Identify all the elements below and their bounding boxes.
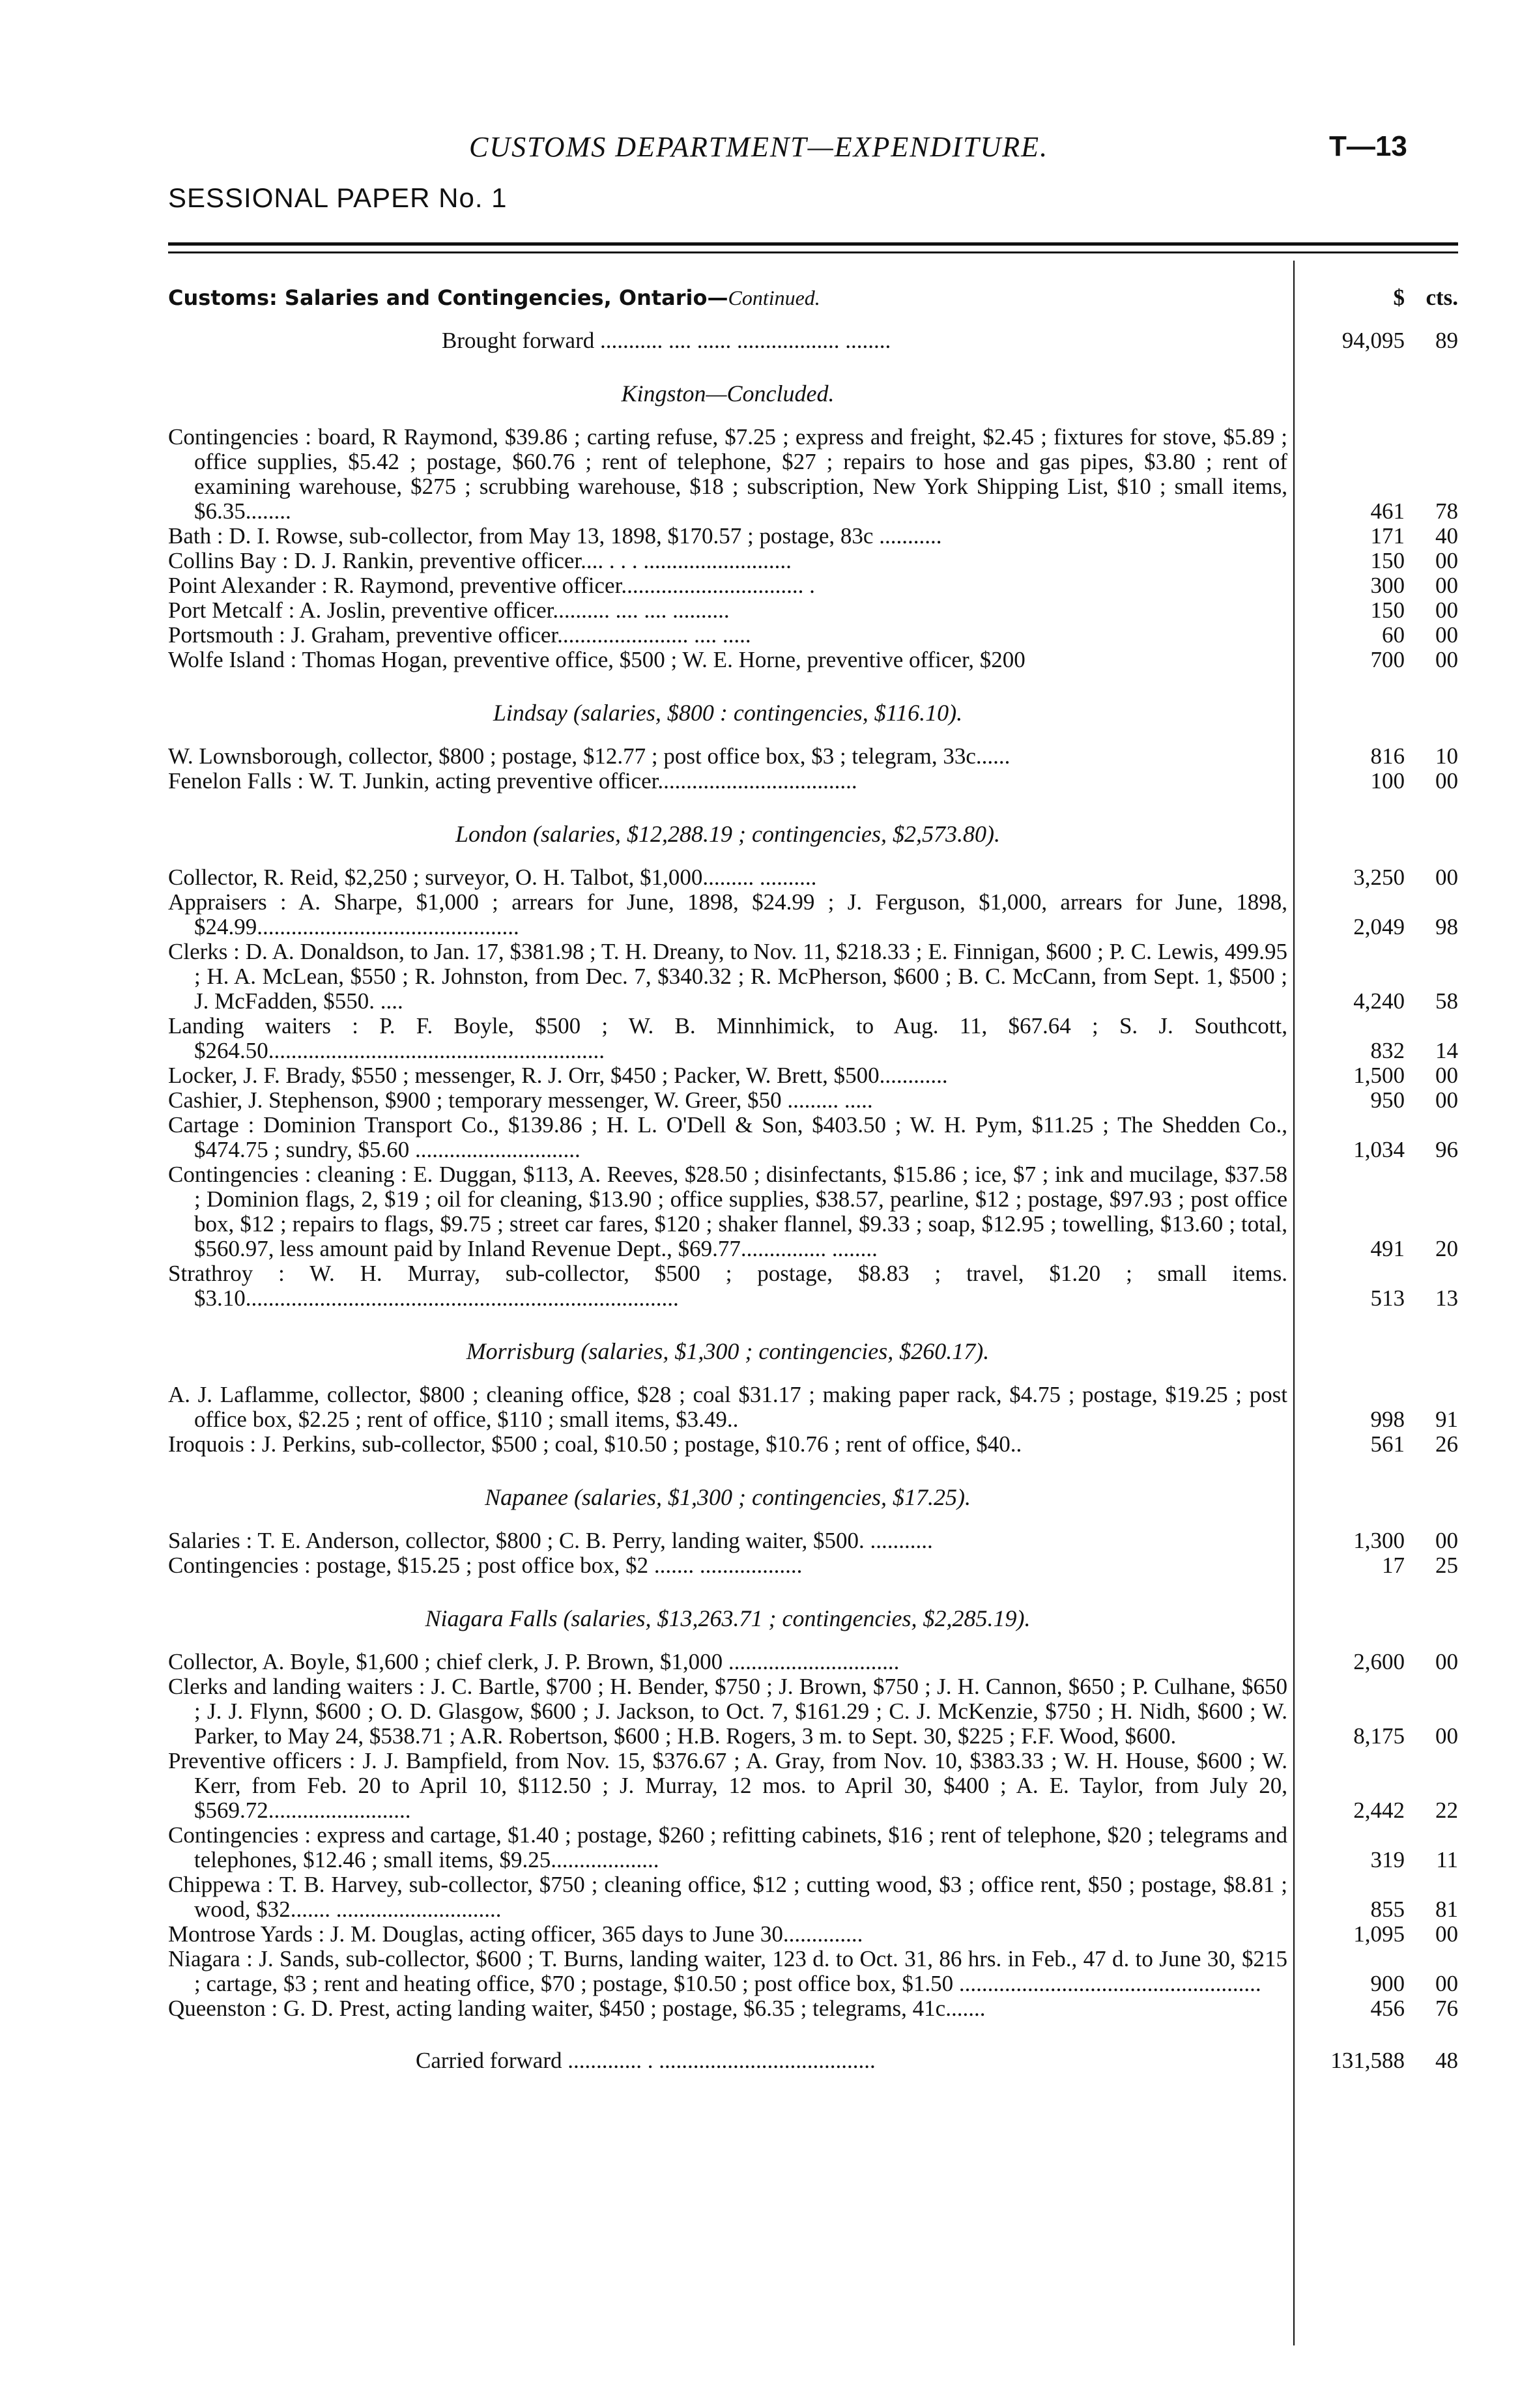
entry-description: Point Alexander : R. Raymond, preventive officer................................ . <box>168 573 815 598</box>
entry-dollars: 319 <box>1370 1847 1405 1872</box>
table-title: Customs: Salaries and Contingencies, Ontario—Continued. <box>168 285 820 310</box>
section-title: Lindsay (salaries, $800 : contingencies, $116.10). <box>493 700 963 726</box>
header-rule-thin <box>168 251 1458 253</box>
entry-cents: 00 <box>1435 768 1458 794</box>
entry-cents: 00 <box>1435 1528 1458 1553</box>
table-row <box>168 598 1458 623</box>
entry-description: Port Metcalf : A. Joslin, preventive officer.......... .... .... .......... <box>168 597 730 623</box>
entry-cents: 00 <box>1435 573 1458 598</box>
entry-dollars: 816 <box>1370 743 1405 769</box>
table-row <box>168 648 1458 672</box>
carried-forward-cents: 48 <box>1435 2048 1458 2073</box>
entry-description: Iroquois : J. Perkins, sub-collector, $500 ; coal, $10.50 ; postage, $10.76 ; rent of office, $40.. <box>168 1431 1022 1457</box>
brought-forward-cents: 89 <box>1435 328 1458 353</box>
entry-description: Fenelon Falls : W. T. Junkin, acting preventive officer................................... <box>168 768 857 794</box>
table-row <box>168 1014 1458 1063</box>
entry-cents: 81 <box>1435 1897 1458 1922</box>
entry-dollars: 150 <box>1370 548 1405 573</box>
entry-cents: 58 <box>1435 988 1458 1014</box>
entry-dollars: 855 <box>1370 1897 1405 1922</box>
table-row <box>168 1162 1458 1261</box>
entry-cents: 00 <box>1435 1087 1458 1113</box>
table-row <box>168 1823 1458 1872</box>
entry-cents: 00 <box>1435 1063 1458 1088</box>
section-title: Niagara Falls (salaries, $13,263.71 ; contingencies, $2,285.19). <box>425 1605 1031 1631</box>
entry-cents: 00 <box>1435 1921 1458 1947</box>
brought-forward-dollars: 94,095 <box>1341 328 1405 353</box>
entry-cents: 20 <box>1435 1236 1458 1261</box>
entry-dollars: 1,300 <box>1353 1528 1405 1553</box>
entry-dollars: 2,600 <box>1353 1649 1405 1674</box>
entry-cents: 98 <box>1435 914 1458 939</box>
section-title: Napanee (salaries, $1,300 ; contingencies, $17.25). <box>485 1484 971 1510</box>
table-row <box>168 549 1458 573</box>
entry-dollars: 491 <box>1370 1236 1405 1261</box>
entry-description: Clerks : D. A. Donaldson, to Jan. 17, $381.98 ; T. H. Dreany, to Nov. 11, $218.33 ; E. Finnigan, $600 ; P. C. Lewis, 499.95 ; H. A. McLean, $550 ; R. Johnston, from Dec. 7, $340.32 ; R. McPherson, $600 ; B. C. McCann, from Sept. 1, $500 ; J. McFadden, $550. .... <box>168 939 1287 1014</box>
table-row <box>168 1553 1458 1578</box>
entry-cents: 14 <box>1435 1038 1458 1063</box>
table-row <box>168 1063 1458 1088</box>
entry-description: Bath : D. I. Rowse, sub-collector, from May 13, 1898, $170.57 ; postage, 83c ........... <box>168 523 942 549</box>
table-row <box>168 865 1458 890</box>
table-row <box>168 524 1458 549</box>
entry-description: Portsmouth : J. Graham, preventive officer....................... .... ..... <box>168 622 751 648</box>
entry-description: Contingencies : cleaning : E. Duggan, $113, A. Reeves, $28.50 ; disinfectants, $15.86 ; ice, $7 ; ink and mucilage, $37.58 ; Dominion flags, 2, $19 ; oil for cleaning, $13.90 ; office supplies, $38.57, pearline, $12 ; postage, $97.93 ; post office box, $12 ; repairs to flags, $9.75 ; street car fares, $120 ; shaker flannel, $9.33 ; soap, $12.95 ; towelling, $13.60 ; total, $560.97, less amount paid by Inland Revenue Dept., $69.77............... ........ <box>168 1162 1287 1261</box>
entry-description: Cartage : Dominion Transport Co., $139.86 ; H. L. O'Dell & Son, $403.50 ; W. H. Pym, $11.25 ; The Shedden Co., $474.75 ; sundry, $5.60 ............................. <box>168 1112 1287 1162</box>
entry-dollars: 1,034 <box>1353 1137 1405 1162</box>
table-row <box>168 769 1458 794</box>
entry-dollars: 150 <box>1370 597 1405 623</box>
entry-description: Collector, R. Reid, $2,250 ; surveyor, O. H. Talbot, $1,000......... .......... <box>168 865 817 890</box>
entry-description: Collins Bay : D. J. Rankin, preventive officer.... . . . .......................... <box>168 548 792 573</box>
entry-description: Landing waiters : P. F. Boyle, $500 ; W. B. Minnhimick, to Aug. 11, $67.64 ; S. J. Southcott, $264.50........................................................... <box>168 1013 1287 1063</box>
entry-dollars: 17 <box>1382 1553 1405 1578</box>
entry-dollars: 1,500 <box>1353 1063 1405 1088</box>
entry-dollars: 456 <box>1370 1996 1405 2021</box>
entry-description: Chippewa : T. B. Harvey, sub-collector, $750 ; cleaning office, $12 ; cutting wood, $3 ; office rent, $50 ; postage, $8.81 ; wood, $32....... ............................. <box>168 1872 1287 1922</box>
entry-cents: 00 <box>1435 1723 1458 1749</box>
dollars-heading: $ <box>1393 285 1405 310</box>
section-title: Kingston—Concluded. <box>621 380 835 407</box>
entry-dollars: 2,442 <box>1353 1798 1405 1823</box>
entry-description: Wolfe Island : Thomas Hogan, preventive office, $500 ; W. E. Horne, preventive officer, $200 <box>168 647 1026 672</box>
entry-cents: 10 <box>1435 743 1458 769</box>
entry-cents: 96 <box>1435 1137 1458 1162</box>
carried-forward-dollars: 131,588 <box>1330 2048 1405 2073</box>
entry-description: W. Lownsborough, collector, $800 ; postage, $12.77 ; post office box, $3 ; telegram, 33c...... <box>168 743 1011 769</box>
carried-forward-label: Carried forward ............. . ...................................... <box>416 2048 876 2073</box>
entry-description: Cashier, J. Stephenson, $900 ; temporary messenger, W. Greer, $50 ......... ..... <box>168 1087 873 1113</box>
table-row <box>168 1088 1458 1113</box>
entry-dollars: 100 <box>1370 768 1405 794</box>
entry-cents: 26 <box>1435 1431 1458 1457</box>
entry-dollars: 513 <box>1370 1285 1405 1311</box>
table-row <box>168 1528 1458 1553</box>
table-row <box>168 573 1458 598</box>
table-row <box>168 1996 1458 2021</box>
entry-dollars: 4,240 <box>1353 988 1405 1014</box>
entry-cents: 00 <box>1435 548 1458 573</box>
entry-dollars: 60 <box>1382 622 1405 648</box>
table-row <box>168 1432 1458 1457</box>
section-title: Morrisburg (salaries, $1,300 ; contingencies, $260.17). <box>466 1338 990 1364</box>
carried-forward-row <box>168 2048 1458 2073</box>
entry-dollars: 561 <box>1370 1431 1405 1457</box>
entry-dollars: 2,049 <box>1353 914 1405 939</box>
entry-cents: 40 <box>1435 523 1458 549</box>
entry-cents: 00 <box>1435 865 1458 890</box>
entry-description: A. J. Laflamme, collector, $800 ; cleaning office, $28 ; coal $31.17 ; making paper rack, $4.75 ; postage, $19.25 ; post office box, $2.25 ; rent of office, $110 ; small items, $3.49.. <box>168 1382 1287 1432</box>
brought-forward-label: Brought forward ........... .... ...... .................. ........ <box>442 328 891 353</box>
table-heading-row <box>168 285 1458 310</box>
entry-dollars: 998 <box>1370 1407 1405 1432</box>
entry-dollars: 3,250 <box>1353 865 1405 890</box>
cents-heading: cts. <box>1426 285 1458 310</box>
entry-description: Contingencies : postage, $15.25 ; post office box, $2 ....... .................. <box>168 1553 803 1578</box>
entry-description: Montrose Yards : J. M. Douglas, acting officer, 365 days to June 30.............. <box>168 1921 863 1947</box>
entry-description: Queenston : G. D. Prest, acting landing waiter, $450 ; postage, $6.35 ; telegrams, 41c....... <box>168 1996 986 2021</box>
entry-cents: 00 <box>1435 597 1458 623</box>
table-row <box>168 1947 1458 1996</box>
entry-dollars: 700 <box>1370 647 1405 672</box>
entry-description: Collector, A. Boyle, $1,600 ; chief clerk, J. P. Brown, $1,000 .............................. <box>168 1649 900 1674</box>
entry-description: Preventive officers : J. J. Bampfield, from Nov. 15, $376.67 ; A. Gray, from Nov. 10, $383.33 ; W. H. House, $600 ; W. Kerr, from Feb. 20 to April 10, $112.50 ; J. Murray, 12 mos. to April 30, $400 ; A. E. Taylor, from July 20, $569.72......................... <box>168 1748 1287 1823</box>
table-title-continued: Continued. <box>728 286 820 309</box>
table-row <box>168 623 1458 648</box>
sessional-paper-label: SESSIONAL PAPER No. 1 <box>168 182 508 213</box>
table-row <box>168 1749 1458 1823</box>
entry-dollars: 832 <box>1370 1038 1405 1063</box>
entry-cents: 00 <box>1435 1649 1458 1674</box>
table-row <box>168 1383 1458 1432</box>
page-header-title: CUSTOMS DEPARTMENT—EXPENDITURE. <box>469 131 1049 163</box>
entry-description: Strathroy : W. H. Murray, sub-collector, $500 ; postage, $8.83 ; travel, $1.20 ; small items. $3.10............................................................................ <box>168 1261 1287 1311</box>
table-row <box>168 1113 1458 1162</box>
entry-cents: 22 <box>1435 1798 1458 1823</box>
entry-cents: 11 <box>1436 1847 1458 1872</box>
sections-container <box>168 353 1458 2021</box>
entry-cents: 25 <box>1435 1553 1458 1578</box>
entry-description: Locker, J. F. Brady, $550 ; messenger, R. J. Orr, $450 ; Packer, W. Brett, $500............ <box>168 1063 948 1088</box>
table-row <box>168 744 1458 769</box>
entry-description: Salaries : T. E. Anderson, collector, $800 ; C. B. Perry, landing waiter, $500. ........... <box>168 1528 933 1553</box>
entry-description: Clerks and landing waiters : J. C. Bartle, $700 ; H. Bender, $750 ; J. Brown, $750 ; J. H. Cannon, $650 ; P. Culhane, $650 ; J. J. Flynn, $600 ; O. D. Glasgow, $600 ; J. Jackson, to Oct. 7, $161.29 ; C. J. McKenzie, $750 ; H. Nidh, $600 ; W. Parker, to May 24, $538.71 ; A.R. Robertson, $600 ; H.B. Rogers, 3 m. to Sept. 30, $225 ; F.F. Wood, $600. <box>168 1674 1287 1749</box>
entry-description: Niagara : J. Sands, sub-collector, $600 ; T. Burns, landing waiter, 123 d. to Oct. 31, 86 hrs. in Feb., 47 d. to June 30, $215 ; cartage, $3 ; rent and heating office, $70 ; postage, $10.50 ; post office box, $1.50 ..................................................... <box>168 1946 1287 1996</box>
entry-description: Appraisers : A. Sharpe, $1,000 ; arrears for June, 1898, $24.99 ; J. Ferguson, $1,000, arrears for June, 1898, $24.99.............................................. <box>168 889 1287 939</box>
table-row <box>168 1261 1458 1311</box>
table-row <box>168 1872 1458 1922</box>
entry-description: Contingencies : express and cartage, $1.40 ; postage, $260 ; refitting cabinets, $16 ; rent of telephone, $20 ; telegrams and telephones, $12.46 ; small items, $9.25................... <box>168 1822 1287 1872</box>
entry-dollars: 950 <box>1370 1087 1405 1113</box>
entry-dollars: 171 <box>1370 523 1405 549</box>
page-number: T—13 <box>1329 130 1407 162</box>
entry-dollars: 300 <box>1370 573 1405 598</box>
entry-cents: 00 <box>1435 647 1458 672</box>
header-rule-thick <box>168 242 1458 246</box>
entry-cents: 91 <box>1435 1407 1458 1432</box>
table-row <box>168 939 1458 1014</box>
entry-dollars: 900 <box>1370 1971 1405 1996</box>
table-row <box>168 425 1458 524</box>
entry-description: Contingencies : board, R Raymond, $39.86 ; carting refuse, $7.25 ; express and freight, $2.45 ; fixtures for stove, $5.89 ; office supplies, $5.42 ; postage, $60.76 ; rent of telephone, $27 ; repairs to hose and gas pipes, $3.80 ; rent of examining warehouse, $275 ; scrubbing warehouse, $18 ; subscription, New York Shipping List, $10 ; small items, $6.35........ <box>168 424 1287 524</box>
entry-dollars: 8,175 <box>1353 1723 1405 1749</box>
table-row <box>168 890 1458 939</box>
entry-cents: 78 <box>1435 498 1458 524</box>
section-title: London (salaries, $12,288.19 ; contingencies, $2,573.80). <box>455 821 1000 847</box>
entry-dollars: 1,095 <box>1353 1921 1405 1947</box>
table-row <box>168 1650 1458 1674</box>
amount-heading <box>1287 285 1458 310</box>
table-row <box>168 1674 1458 1749</box>
entry-dollars: 461 <box>1370 498 1405 524</box>
brought-forward-row <box>168 328 1458 353</box>
entry-cents: 00 <box>1435 1971 1458 1996</box>
expenditure-table <box>168 285 1458 2073</box>
entry-cents: 76 <box>1435 1996 1458 2021</box>
entry-cents: 13 <box>1435 1285 1458 1311</box>
table-row <box>168 1922 1458 1947</box>
entry-cents: 00 <box>1435 622 1458 648</box>
